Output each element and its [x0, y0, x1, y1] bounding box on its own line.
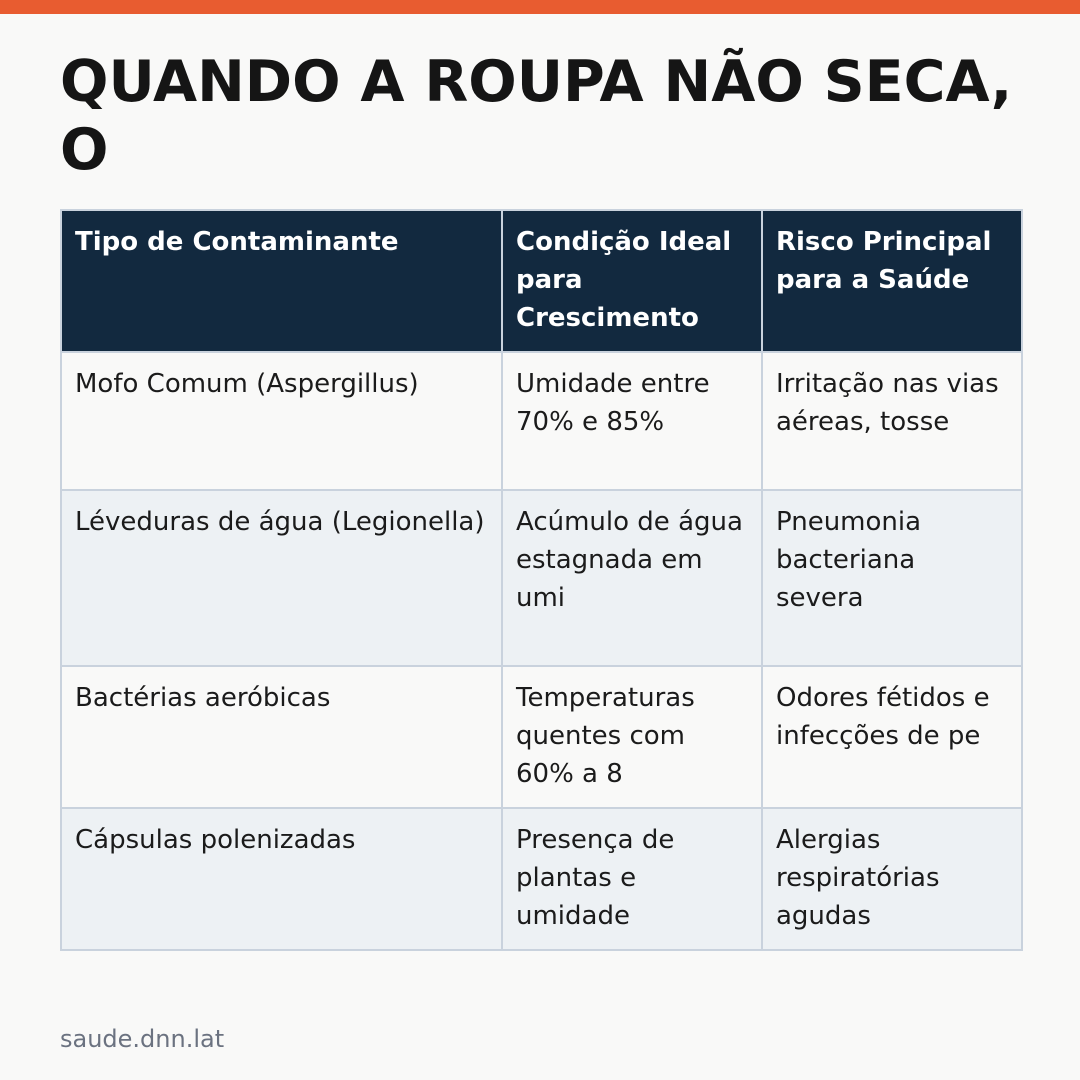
table-cell: Acúmulo de água estagnada em umi	[502, 490, 762, 666]
table-cell: Umidade entre 70% e 85%	[502, 352, 762, 490]
table-row	[61, 666, 1022, 808]
accent-top-bar	[0, 0, 1080, 14]
table-cell: Bactérias aeróbicas	[61, 666, 502, 808]
table-row	[61, 490, 1022, 666]
footer-source-url: saude.dnn.lat	[60, 1025, 225, 1053]
table-cell: Léveduras de água (Legionella)	[61, 490, 502, 666]
table-row	[61, 352, 1022, 490]
table-cell: Mofo Comum (Aspergillus)	[61, 352, 502, 490]
table-cell: Pneumonia bacteriana severa	[762, 490, 1022, 666]
table-cell: Irritação nas vias aéreas, tosse	[762, 352, 1022, 490]
table-cell: Cápsulas polenizadas	[61, 808, 502, 950]
column-header-health-risk: Risco Principal para a Saúde	[762, 210, 1022, 352]
contaminants-table	[60, 209, 1023, 951]
table-header-row	[61, 210, 1022, 352]
table-row	[61, 808, 1022, 950]
table-cell: Temperaturas quentes com 60% a 8	[502, 666, 762, 808]
page-title: QUANDO A ROUPA NÃO SECA, O	[60, 49, 1013, 183]
table-cell: Alergias respiratórias agudas	[762, 808, 1022, 950]
table-cell: Presença de plantas e umidade	[502, 808, 762, 950]
table-cell: Odores fétidos e infecções de pe	[762, 666, 1022, 808]
column-header-ideal-condition: Condição Ideal para Crescimento	[502, 210, 762, 352]
column-header-contaminant-type: Tipo de Contaminante	[61, 210, 502, 352]
